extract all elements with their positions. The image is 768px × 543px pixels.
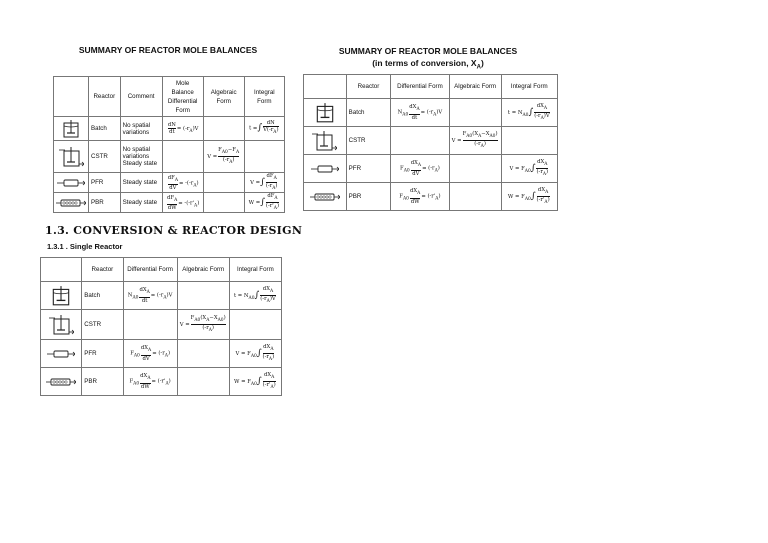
right-title xyxy=(328,45,528,74)
table-conversion-balances xyxy=(303,74,558,211)
comment-cell: No spatial variations Steady state xyxy=(120,141,162,173)
differential-equation: $F_{A0}$ $\frac{dX_A}{dV}$ = $(-r_A)$ xyxy=(123,340,177,368)
batch-reactor-icon xyxy=(54,117,89,141)
differential-equation: $N_{A0}$ $\frac{dX_A}{dt}$ = $(-r_A)V$ xyxy=(391,99,449,127)
reactor-name: CSTR xyxy=(89,141,121,173)
table-row xyxy=(304,99,558,127)
col-reactor: Reactor xyxy=(82,258,123,282)
integral-equation: $t = N_{A0}\int$ $\frac{dX_A}{(-r_A)V}$ xyxy=(229,282,281,310)
algebraic-equation: V = $\frac{F_{A0}(X_A-X_{A0})}{(-r_A)}$ xyxy=(177,310,229,340)
table-row xyxy=(41,368,282,396)
reactor-name: CSTR xyxy=(346,127,391,155)
differential-equation xyxy=(391,127,449,155)
icon-column-header xyxy=(41,258,82,282)
table-row xyxy=(54,117,285,141)
algebraic-equation xyxy=(449,155,501,183)
table-single-reactor xyxy=(40,257,282,396)
table-row xyxy=(41,282,282,310)
integral-equation: t =∫ $\frac{dN}{V(-r_A)}$ xyxy=(244,117,284,141)
col-reactor: Reactor xyxy=(346,75,391,99)
col-reactor: Reactor xyxy=(89,77,121,117)
comment-cell: No spatial variations xyxy=(120,117,162,141)
algebraic-equation: V = $\frac{F_{A0}-F_A}{(-r_A)}$ xyxy=(203,141,244,173)
cstr-reactor-icon xyxy=(54,141,89,173)
col-differential: Differential Form xyxy=(123,258,177,282)
right-title-line2: (in terms of conversion, $X_A$) xyxy=(372,58,484,71)
reactor-name: CSTR xyxy=(82,310,123,340)
algebraic-equation xyxy=(203,173,244,193)
section-heading: 1.3. CONVERSION & REACTOR DESIGN xyxy=(45,224,303,237)
table-mole-balances xyxy=(53,76,285,213)
pfr-reactor-icon xyxy=(54,173,89,193)
reactor-name: PBR xyxy=(82,368,123,396)
differential-equation: $F_{A0}$ $\frac{dX_A}{dV}$ = $(-r_A)$ xyxy=(391,155,449,183)
pfr-reactor-icon xyxy=(304,155,347,183)
table-row xyxy=(304,127,558,155)
reactor-name: Batch xyxy=(346,99,391,127)
table-header-row xyxy=(54,77,285,117)
col-comment: Comment xyxy=(120,77,162,117)
differential-equation: $F_{A0}$ $\frac{dX_A}{dW}$ = $(-r'_A)$ xyxy=(391,183,449,211)
integral-equation: W =∫ $\frac{dF_A}{(-r'_A)}$ xyxy=(244,193,284,213)
differential-equation: $N_{A0}$ $\frac{dX_A}{dt}$ = $(-r_A)V$ xyxy=(123,282,177,310)
algebraic-equation xyxy=(203,193,244,213)
algebraic-equation: V = $\frac{F_{A0}(X_A-X_{A0})}{(-r_A)}$ xyxy=(449,127,501,155)
col-algebraic: Algebraic Form xyxy=(203,77,244,117)
cstr-reactor-icon xyxy=(41,310,82,340)
col-integral: Integral Form xyxy=(244,77,284,117)
left-title: SUMMARY OF REACTOR MOLE BALANCES xyxy=(78,45,258,55)
algebraic-equation xyxy=(449,183,501,211)
algebraic-equation xyxy=(177,340,229,368)
col-algebraic: Algebraic Form xyxy=(177,258,229,282)
integral-equation: V =∫ $\frac{dF_A}{(-r_A)}$ xyxy=(244,173,284,193)
integral-equation xyxy=(501,127,557,155)
icon-column-header xyxy=(54,77,89,117)
batch-reactor-icon xyxy=(304,99,347,127)
algebraic-equation xyxy=(449,99,501,127)
pbr-reactor-icon xyxy=(304,183,347,211)
cstr-reactor-icon xyxy=(304,127,347,155)
integral-equation: $V = F_{A0}\int$ $\frac{dX_A}{(-r_A)}$ xyxy=(501,155,557,183)
table-row xyxy=(304,155,558,183)
differential-equation: $\frac{dN}{dt}$ = $(-r_A)V$ xyxy=(162,117,203,141)
col-integral: Integral Form xyxy=(229,258,281,282)
batch-reactor-icon xyxy=(41,282,82,310)
differential-equation: $\frac{dF_A}{dV}$ = $-(-r_A)$ xyxy=(162,173,203,193)
col-differential: Differential Form xyxy=(391,75,449,99)
table-row xyxy=(54,173,285,193)
integral-equation xyxy=(229,310,281,340)
table-row xyxy=(304,183,558,211)
pbr-reactor-icon xyxy=(41,368,82,396)
differential-equation xyxy=(162,141,203,173)
differential-equation: $F_{A0}$ $\frac{dX_A}{dW}$ = $(-r'_A)$ xyxy=(123,368,177,396)
table-header-row xyxy=(304,75,558,99)
table-row xyxy=(41,310,282,340)
reactor-name: Batch xyxy=(82,282,123,310)
subsection-heading: 1.3.1 . Single Reactor xyxy=(47,242,123,251)
algebraic-equation xyxy=(177,282,229,310)
right-title-line1: SUMMARY OF REACTOR MOLE BALANCES xyxy=(338,46,518,56)
integral-equation: $V = F_{A0}\int$ $\frac{dX_A}{(-r_A)}$ xyxy=(229,340,281,368)
reactor-name: PFR xyxy=(82,340,123,368)
integral-equation xyxy=(244,141,284,173)
col-integral: Integral Form xyxy=(501,75,557,99)
integral-equation: $W = F_{A0}\int$ $\frac{dX_A}{(-r'_A)}$ xyxy=(501,183,557,211)
reactor-name: PFR xyxy=(346,155,391,183)
differential-equation xyxy=(123,310,177,340)
integral-equation: $t = N_{A0}\int$ $\frac{dX_A}{(-r_A)V}$ xyxy=(501,99,557,127)
table-row xyxy=(41,340,282,368)
table-row xyxy=(54,141,285,173)
comment-cell: Steady state xyxy=(120,173,162,193)
table-row xyxy=(54,193,285,213)
reactor-name: PBR xyxy=(346,183,391,211)
comment-cell: Steady state xyxy=(120,193,162,213)
reactor-name: Batch xyxy=(89,117,121,141)
reactor-name: PBR xyxy=(89,193,121,213)
pfr-reactor-icon xyxy=(41,340,82,368)
col-algebraic: Algebraic Form xyxy=(449,75,501,99)
algebraic-equation xyxy=(177,368,229,396)
algebraic-equation xyxy=(203,117,244,141)
table-header-row xyxy=(41,258,282,282)
col-mole-balance: Mole Balance Differential Form xyxy=(162,77,203,117)
differential-equation: $\frac{dF_A}{dW}$ = $-(-r'_A)$ xyxy=(162,193,203,213)
icon-column-header xyxy=(304,75,347,99)
integral-equation: $W = F_{A0}\int$ $\frac{dX_A}{(-r'_A)}$ xyxy=(229,368,281,396)
pbr-reactor-icon xyxy=(54,193,89,213)
reactor-name: PFR xyxy=(89,173,121,193)
